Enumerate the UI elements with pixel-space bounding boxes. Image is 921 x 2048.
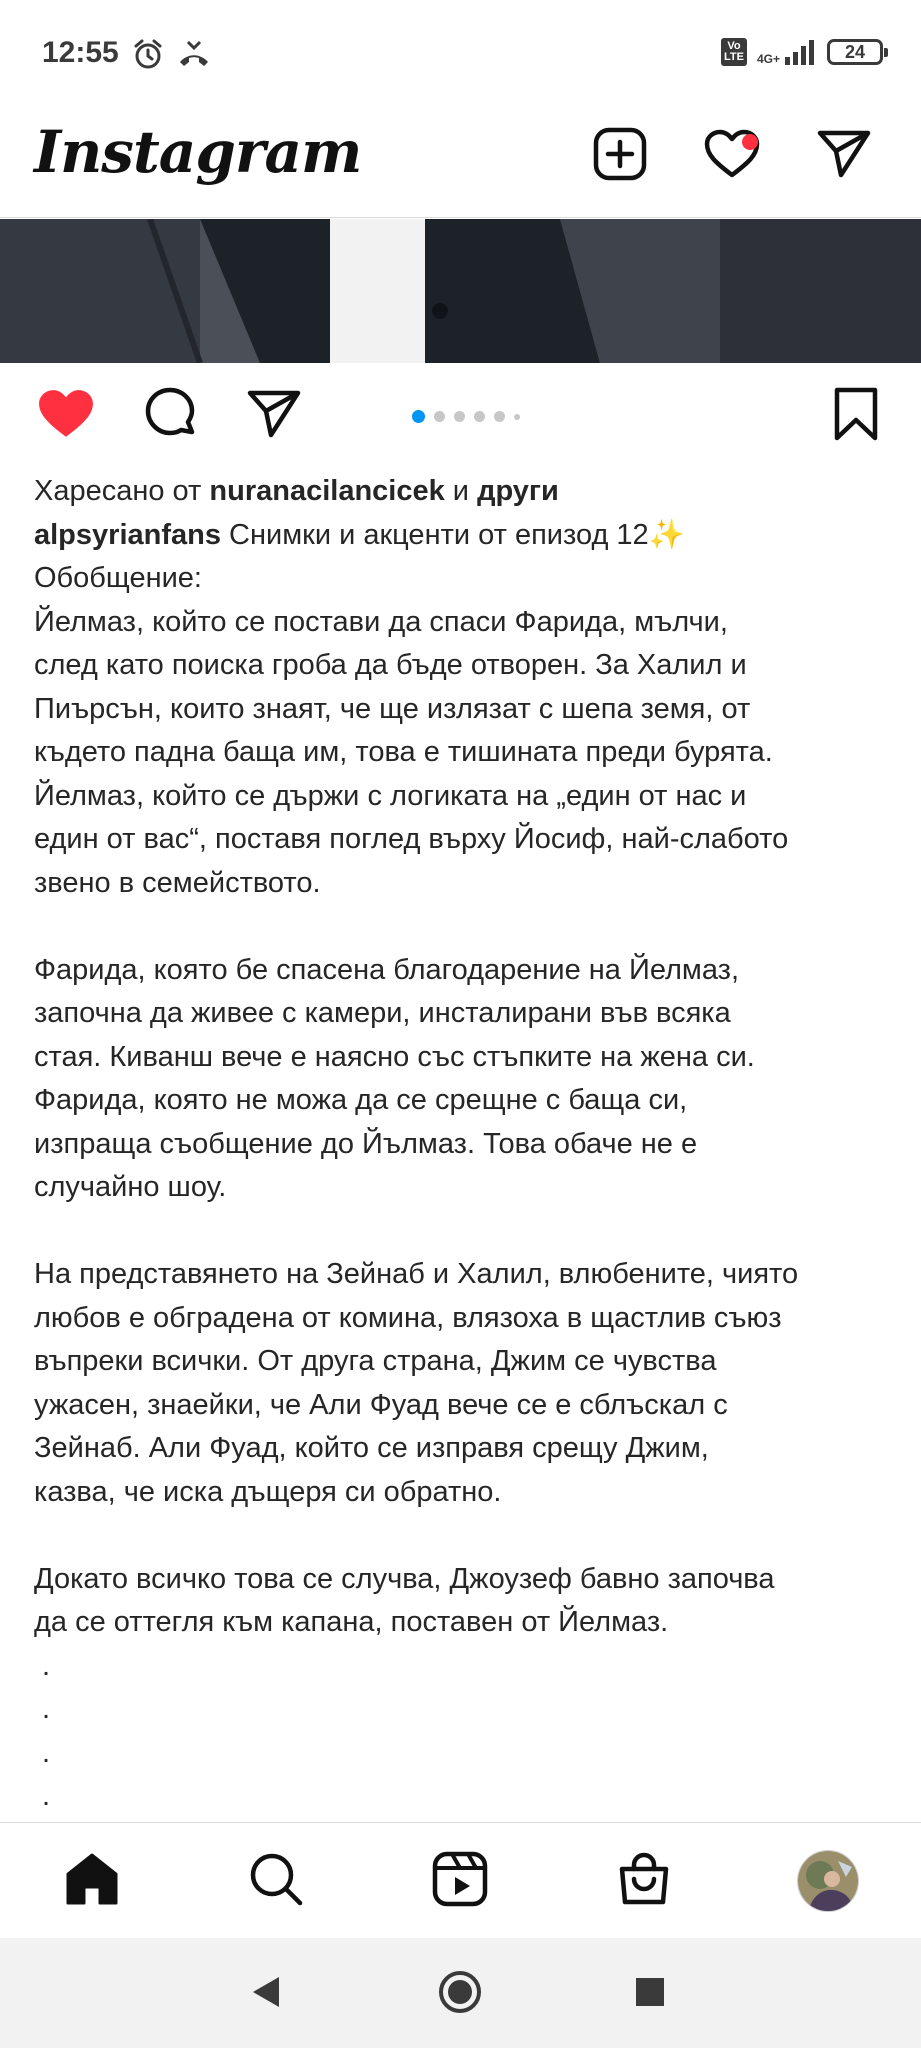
comment-icon bbox=[142, 386, 198, 447]
bottom-navigation bbox=[0, 1822, 921, 1938]
status-time: 12:55 bbox=[42, 36, 119, 69]
system-home-button[interactable] bbox=[432, 1966, 488, 2022]
carousel-dot bbox=[454, 411, 465, 422]
nav-profile[interactable] bbox=[794, 1847, 862, 1915]
system-navigation-bar bbox=[0, 1938, 921, 2048]
carousel-dot bbox=[514, 414, 520, 420]
activity-button[interactable] bbox=[700, 124, 764, 188]
caption-line: . bbox=[34, 1736, 51, 1769]
alarm-icon bbox=[132, 38, 164, 75]
caption-line: . bbox=[34, 1693, 51, 1725]
caption-line: Йелмаз, който се държи с логиката на „един от нас и bbox=[34, 779, 747, 812]
status-bar bbox=[0, 0, 921, 108]
new-post-icon bbox=[593, 127, 647, 186]
share-button[interactable] bbox=[240, 382, 308, 450]
search-icon bbox=[248, 1851, 304, 1912]
caption-line: един от вас“, поставя поглед върху Йосиф, най-слабото bbox=[34, 823, 789, 855]
system-back-button[interactable] bbox=[238, 1966, 294, 2022]
caption-line: изпраща съобщение до Йълмаз. Това обаче не е bbox=[34, 1127, 698, 1160]
caption-paragraph-break bbox=[34, 905, 894, 949]
caption-line: Пиърсън, които знаят, че ще излязат с шепа земя, от bbox=[34, 692, 751, 725]
direct-message-icon bbox=[817, 129, 871, 184]
system-recents-button[interactable] bbox=[622, 1966, 678, 2022]
likes-line[interactable]: Харесано от nuranacilancicek и други bbox=[34, 475, 559, 507]
heart-filled-icon bbox=[37, 388, 95, 445]
caption-line: Зейнаб. Али Фуад, който се изправя срещу Джим, bbox=[34, 1432, 709, 1464]
caption-line: казва, че иска дъщеря си обратно. bbox=[34, 1475, 502, 1508]
caption-first-line: alpsyrianfans Снимки и акценти от епизод 12✨ bbox=[34, 518, 685, 551]
post-image[interactable] bbox=[0, 219, 921, 363]
caption-line: стая. Киванш вече е наясно със стъпките на жена си. bbox=[34, 1040, 755, 1073]
signal-icon: 4G+ bbox=[757, 39, 817, 65]
post-caption bbox=[34, 470, 894, 1819]
caption-line: . bbox=[34, 1649, 51, 1682]
nav-reels[interactable] bbox=[426, 1847, 494, 1915]
shop-icon bbox=[617, 1851, 671, 1912]
caption-line: където падна баща им, това е тишината преди бурята. bbox=[34, 736, 773, 768]
caption-line: любов е обградена от комина, влязоха в щастлив съюз bbox=[34, 1301, 782, 1334]
home-circle-icon bbox=[438, 1970, 482, 2019]
caption-line: Обобщение: bbox=[34, 562, 202, 594]
caption-line: след като поиска гроба да бъде отворен. За Халил и bbox=[34, 649, 747, 681]
caption-line: да се оттегля към капана, поставен от Йелмаз. bbox=[34, 1606, 669, 1638]
missed-call-icon bbox=[176, 38, 212, 75]
sparkle-emoji: ✨ bbox=[648, 518, 685, 551]
direct-messages-button[interactable] bbox=[812, 124, 876, 188]
volte-badge: Vo LTE bbox=[721, 38, 747, 66]
post-actions bbox=[0, 372, 921, 462]
reels-icon bbox=[432, 1851, 488, 1912]
new-post-button[interactable] bbox=[588, 124, 652, 188]
caption-author[interactable]: alpsyrianfans bbox=[34, 518, 221, 551]
bookmark-icon bbox=[833, 387, 879, 446]
caption-line: На представянето на Зейнаб и Халил, влюбените, чиято bbox=[34, 1258, 799, 1290]
caption-line: Докато всичко това се случва, Джоузеф бавно започва bbox=[34, 1562, 775, 1595]
instagram-header bbox=[0, 108, 921, 218]
recents-icon bbox=[634, 1976, 666, 2013]
carousel-dot bbox=[494, 411, 505, 422]
liked-by-username[interactable]: nuranacilancicek bbox=[209, 475, 445, 507]
caption-paragraph-break bbox=[34, 1210, 894, 1254]
carousel-dot bbox=[474, 411, 485, 422]
instagram-logo[interactable]: Instagram bbox=[34, 118, 362, 186]
comment-button[interactable] bbox=[136, 382, 204, 450]
notification-dot bbox=[742, 134, 758, 150]
profile-avatar bbox=[797, 1850, 859, 1912]
caption-line: Фарида, която не можа да се срещне с баща си, bbox=[34, 1084, 688, 1116]
caption-line: въпреки всички. От друга страна, Джим се чувства bbox=[34, 1345, 717, 1377]
carousel-indicator bbox=[412, 410, 520, 423]
carousel-dot bbox=[412, 410, 425, 423]
save-button[interactable] bbox=[822, 382, 890, 450]
caption-line: . bbox=[34, 1780, 51, 1812]
like-button[interactable] bbox=[32, 382, 100, 450]
caption-line: Йелмаз, който се постави да спаси Фарида, мълчи, bbox=[34, 605, 728, 638]
liked-by-others[interactable]: други bbox=[477, 475, 559, 507]
nav-home[interactable] bbox=[58, 1847, 126, 1915]
caption-line: Фарида, която бе спасена благодарение на Йелмаз, bbox=[34, 953, 740, 986]
back-icon bbox=[249, 1974, 283, 2015]
caption-body bbox=[34, 557, 894, 1819]
caption-line: започна да живее с камери, инсталирани във всяка bbox=[34, 997, 731, 1029]
carousel-dot bbox=[434, 411, 445, 422]
nav-search[interactable] bbox=[242, 1847, 310, 1915]
caption-line: случайно шоу. bbox=[34, 1171, 227, 1203]
home-icon bbox=[64, 1852, 120, 1911]
nav-shop[interactable] bbox=[610, 1847, 678, 1915]
caption-line: звено в семейството. bbox=[34, 866, 321, 899]
caption-line: ужасен, знаейки, че Али Фуад вече се е сблъскал с bbox=[34, 1388, 728, 1421]
caption-paragraph-break bbox=[34, 1514, 894, 1558]
battery-indicator: 24 bbox=[827, 39, 883, 65]
share-icon bbox=[247, 389, 301, 444]
